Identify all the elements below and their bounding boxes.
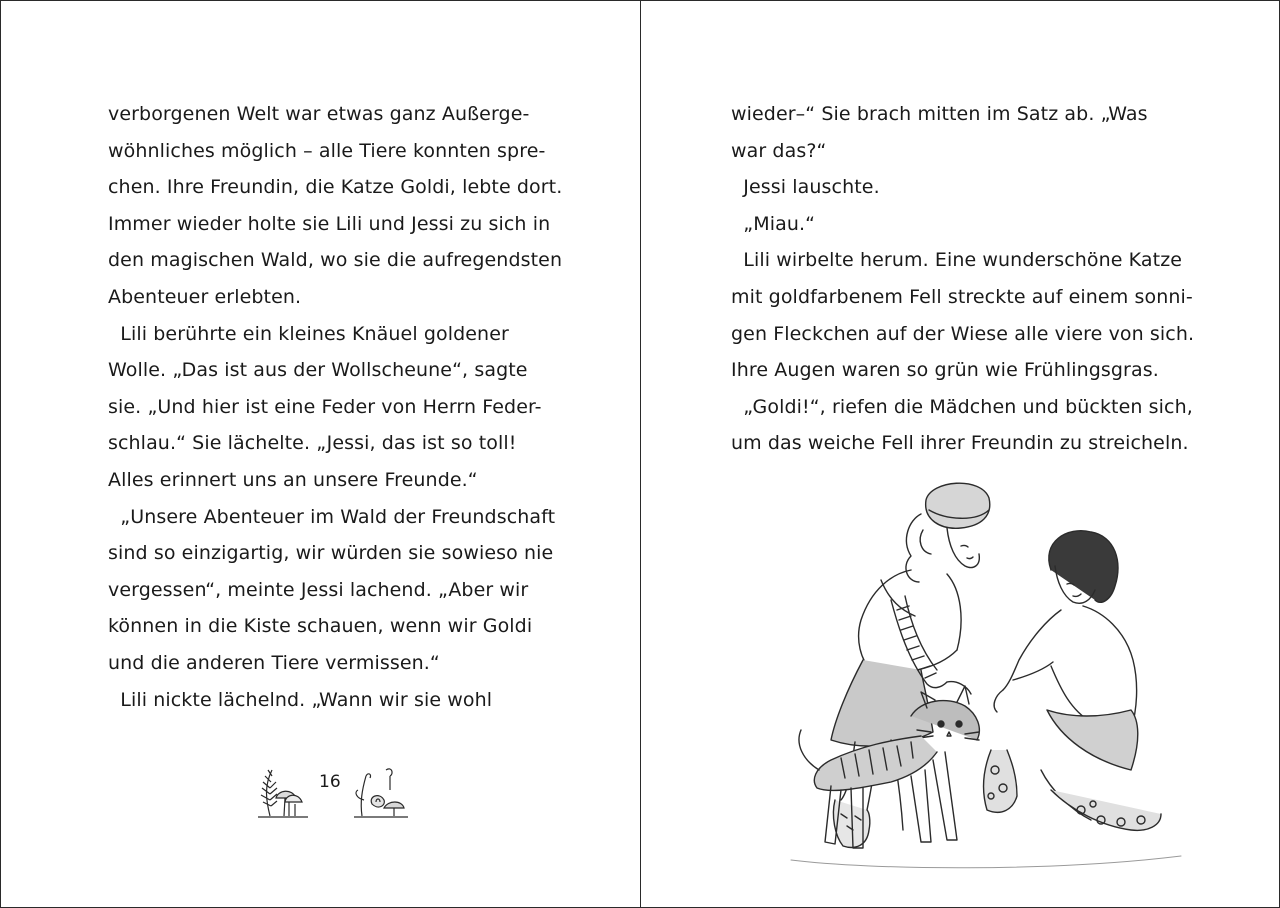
text-line: um das weiche Fell ihrer Freundin zu streicheln. — [731, 432, 1189, 455]
text-line: den magischen Wald, wo sie die aufregendsten — [108, 249, 563, 272]
text-line: verborgenen Welt war etwas ganz Außerge- — [108, 103, 530, 125]
right-page-text — [731, 96, 1195, 462]
text-line: sie. „Und hier ist eine Feder von Herrn Feder- — [108, 395, 542, 418]
text-line: Wolle. „Das ist aus der Wollscheune“, sagte — [108, 359, 528, 382]
text-line: Abenteuer erlebten. — [108, 285, 302, 308]
text-line: mit goldfarbenem Fell streckte auf einem sonni- — [731, 285, 1193, 308]
mushroom-snail-ornament-icon — [350, 760, 410, 820]
text-line: chen. Ihre Freundin, die Katze Goldi, lebte dort. — [108, 176, 563, 199]
text-line: können in die Kiste schauen, wenn wir Goldi — [108, 615, 533, 638]
girls-petting-cat-illustration — [751, 470, 1191, 890]
text-line: wieder–“ Sie brach mitten im Satz ab. „Was — [731, 103, 1148, 125]
right-page — [641, 0, 1280, 908]
text-line: schlau.“ Sie lächelte. „Jessi, das ist so toll! — [108, 432, 517, 455]
text-line: und die anderen Tiere vermissen.“ — [108, 651, 440, 674]
text-line: vergessen“, meinte Jessi lachend. „Aber wir — [108, 578, 529, 601]
text-line: Lili nickte lächelnd. „Wann wir sie wohl — [108, 688, 493, 711]
text-line: sind so einzigartig, wir würden sie sowieso nie — [108, 542, 554, 565]
text-line: Lili wirbelte herum. Eine wunderschöne Katze — [731, 249, 1183, 272]
text-line: „Miau.“ — [731, 212, 816, 235]
text-line: Alles erinnert uns an unsere Freunde.“ — [108, 468, 478, 491]
text-line: „Goldi!“, riefen die Mädchen und bückten sich, — [731, 395, 1193, 418]
text-line: gen Fleckchen auf der Wiese alle viere von sich. — [731, 322, 1195, 345]
left-page-text — [108, 96, 563, 718]
text-line: war das?“ — [731, 139, 827, 162]
text-line: Jessi lauschte. — [731, 176, 880, 199]
page-number: 16 — [319, 772, 341, 792]
page-footer — [250, 760, 410, 820]
text-line: Ihre Augen waren so grün wie Frühlingsgras. — [731, 359, 1159, 382]
text-line: wöhnliches möglich – alle Tiere konnten spre- — [108, 139, 546, 162]
text-line: Lili berührte ein kleines Knäuel goldener — [108, 322, 509, 345]
text-line: „Unsere Abenteuer im Wald der Freundschaft — [108, 505, 556, 528]
text-line: Immer wieder holte sie Lili und Jessi zu sich in — [108, 212, 551, 235]
fern-mushroom-ornament-icon — [250, 760, 312, 820]
